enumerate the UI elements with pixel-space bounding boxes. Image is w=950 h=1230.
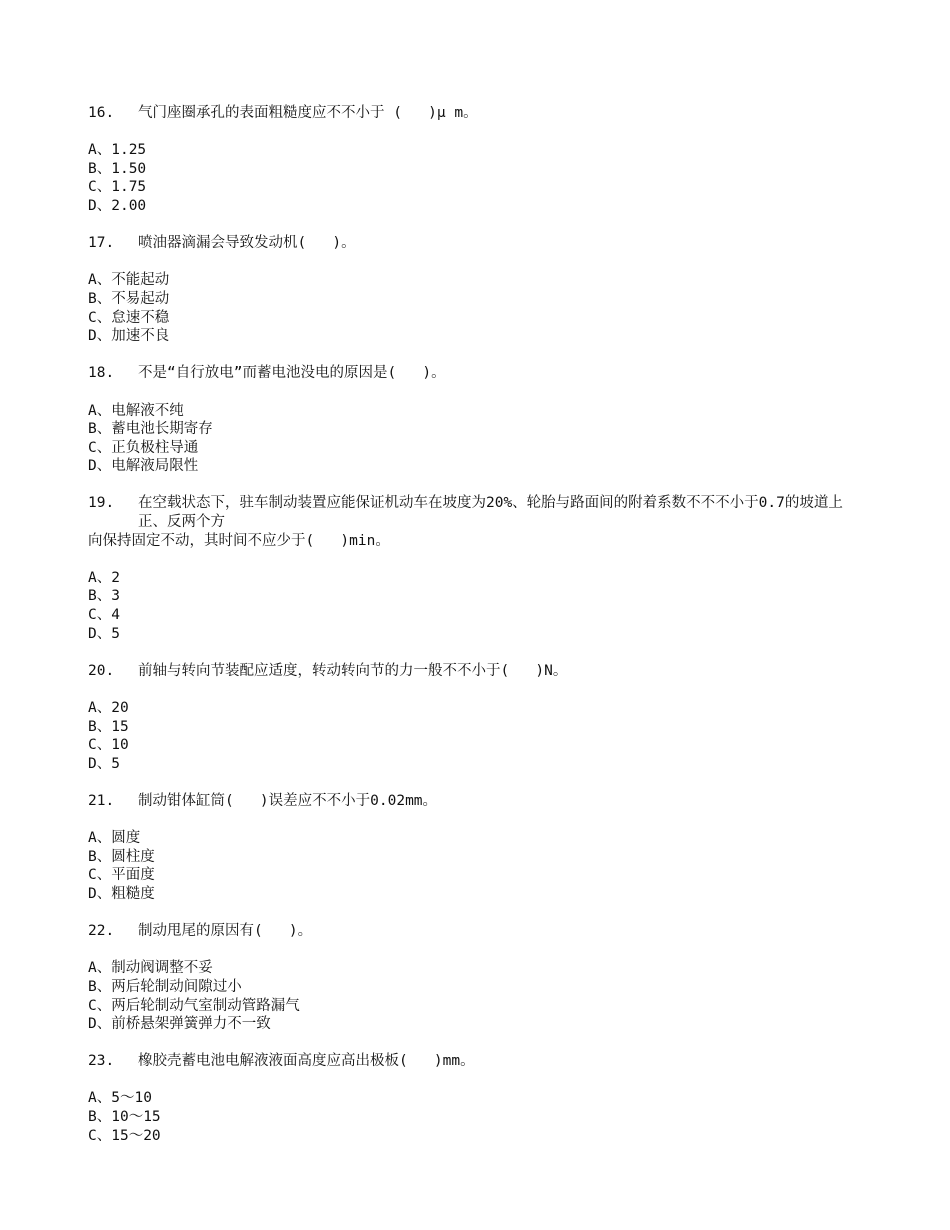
question-text: 橡胶壳蓄电池电解液液面高度应高出极板( )mm。: [138, 1053, 475, 1070]
option-list: [88, 829, 868, 903]
option-b: B、10～15: [88, 1109, 161, 1126]
question-text: 制动甩尾的原因有( )。: [138, 923, 313, 940]
question-number: 19.: [88, 495, 115, 512]
option-d: D、2.00: [88, 197, 147, 214]
option-c: C、平面度: [88, 867, 155, 884]
option-list: [88, 699, 868, 773]
option-b: B、蓄电池长期寄存: [88, 421, 213, 438]
question-number: 17.: [88, 235, 115, 252]
option-c: C、4: [88, 607, 120, 624]
question-text: 喷油器滴漏会导致发动机( )。: [138, 235, 356, 252]
option-d: D、5: [88, 755, 120, 772]
option-list: [88, 141, 868, 215]
question-number: 21.: [88, 792, 115, 809]
question-text: 制动钳体缸筒( )误差应不不小于0.02mm。: [138, 792, 438, 809]
option-c: C、怠速不稳: [88, 309, 170, 326]
option-b: B、1.50: [88, 160, 147, 177]
question-text: 不是“自行放电”而蓄电池没电的原因是( )。: [138, 365, 446, 382]
option-c: C、正负极柱导通: [88, 439, 199, 456]
option-b: B、3: [88, 588, 120, 605]
question-23: [88, 1052, 868, 1145]
option-d: D、前桥悬架弹簧弹力不一致: [88, 1016, 271, 1033]
question-text: 气门座圈承孔的表面粗糙度应不不小于 ( )μ m。: [138, 105, 478, 121]
option-a: A、圆度: [88, 830, 141, 847]
option-d: D、加速不良: [88, 328, 170, 345]
question-22: [88, 922, 868, 1034]
question-16: [88, 104, 868, 216]
option-c: C、15～20: [88, 1127, 161, 1144]
question-number: 20.: [88, 662, 115, 679]
option-b: B、圆柱度: [88, 848, 155, 865]
option-a: A、20: [88, 700, 129, 716]
option-list: [88, 1089, 868, 1145]
question-text: 前轴与转向节装配应适度，转动转向节的力一般不不小于( )N。: [138, 662, 568, 679]
question-21: [88, 792, 868, 904]
question-19: [88, 494, 868, 643]
option-a: A、不能起动: [88, 272, 170, 289]
question-text-continuation: 向保持固定不动，其时间不应少于( )min。: [88, 532, 390, 549]
question-number: 22.: [88, 923, 115, 940]
option-list: [88, 569, 868, 643]
option-b: B、15: [88, 718, 129, 735]
option-list: [88, 271, 868, 345]
option-a: A、1.25: [88, 142, 147, 159]
option-list: [88, 959, 868, 1033]
option-a: A、制动阀调整不妥: [88, 960, 213, 977]
question-17: [88, 234, 868, 346]
option-c: C、两后轮制动气室制动管路漏气: [88, 997, 300, 1014]
option-b: B、两后轮制动间隙过小: [88, 978, 242, 995]
option-a: A、5～10: [88, 1090, 152, 1107]
question-18: [88, 364, 868, 476]
option-c: C、10: [88, 737, 129, 754]
option-c: C、1.75: [88, 179, 147, 196]
option-d: D、5: [88, 625, 120, 642]
option-list: [88, 402, 868, 476]
option-b: B、不易起动: [88, 290, 170, 307]
question-number: 18.: [88, 365, 115, 382]
question-20: [88, 662, 868, 774]
option-a: A、电解液不纯: [88, 402, 184, 419]
option-d: D、粗糙度: [88, 885, 155, 902]
option-d: D、电解液局限性: [88, 458, 199, 475]
question-text: 在空载状态下，驻车制动装置应能保证机动车在坡度为20%、轮胎与路面间的附着系数不不不小于0.7的坡道上正、反两个方: [138, 495, 843, 531]
option-a: A、2: [88, 569, 120, 586]
document-page: [88, 104, 868, 1164]
question-number: 16.: [88, 105, 115, 121]
question-number: 23.: [88, 1053, 115, 1070]
